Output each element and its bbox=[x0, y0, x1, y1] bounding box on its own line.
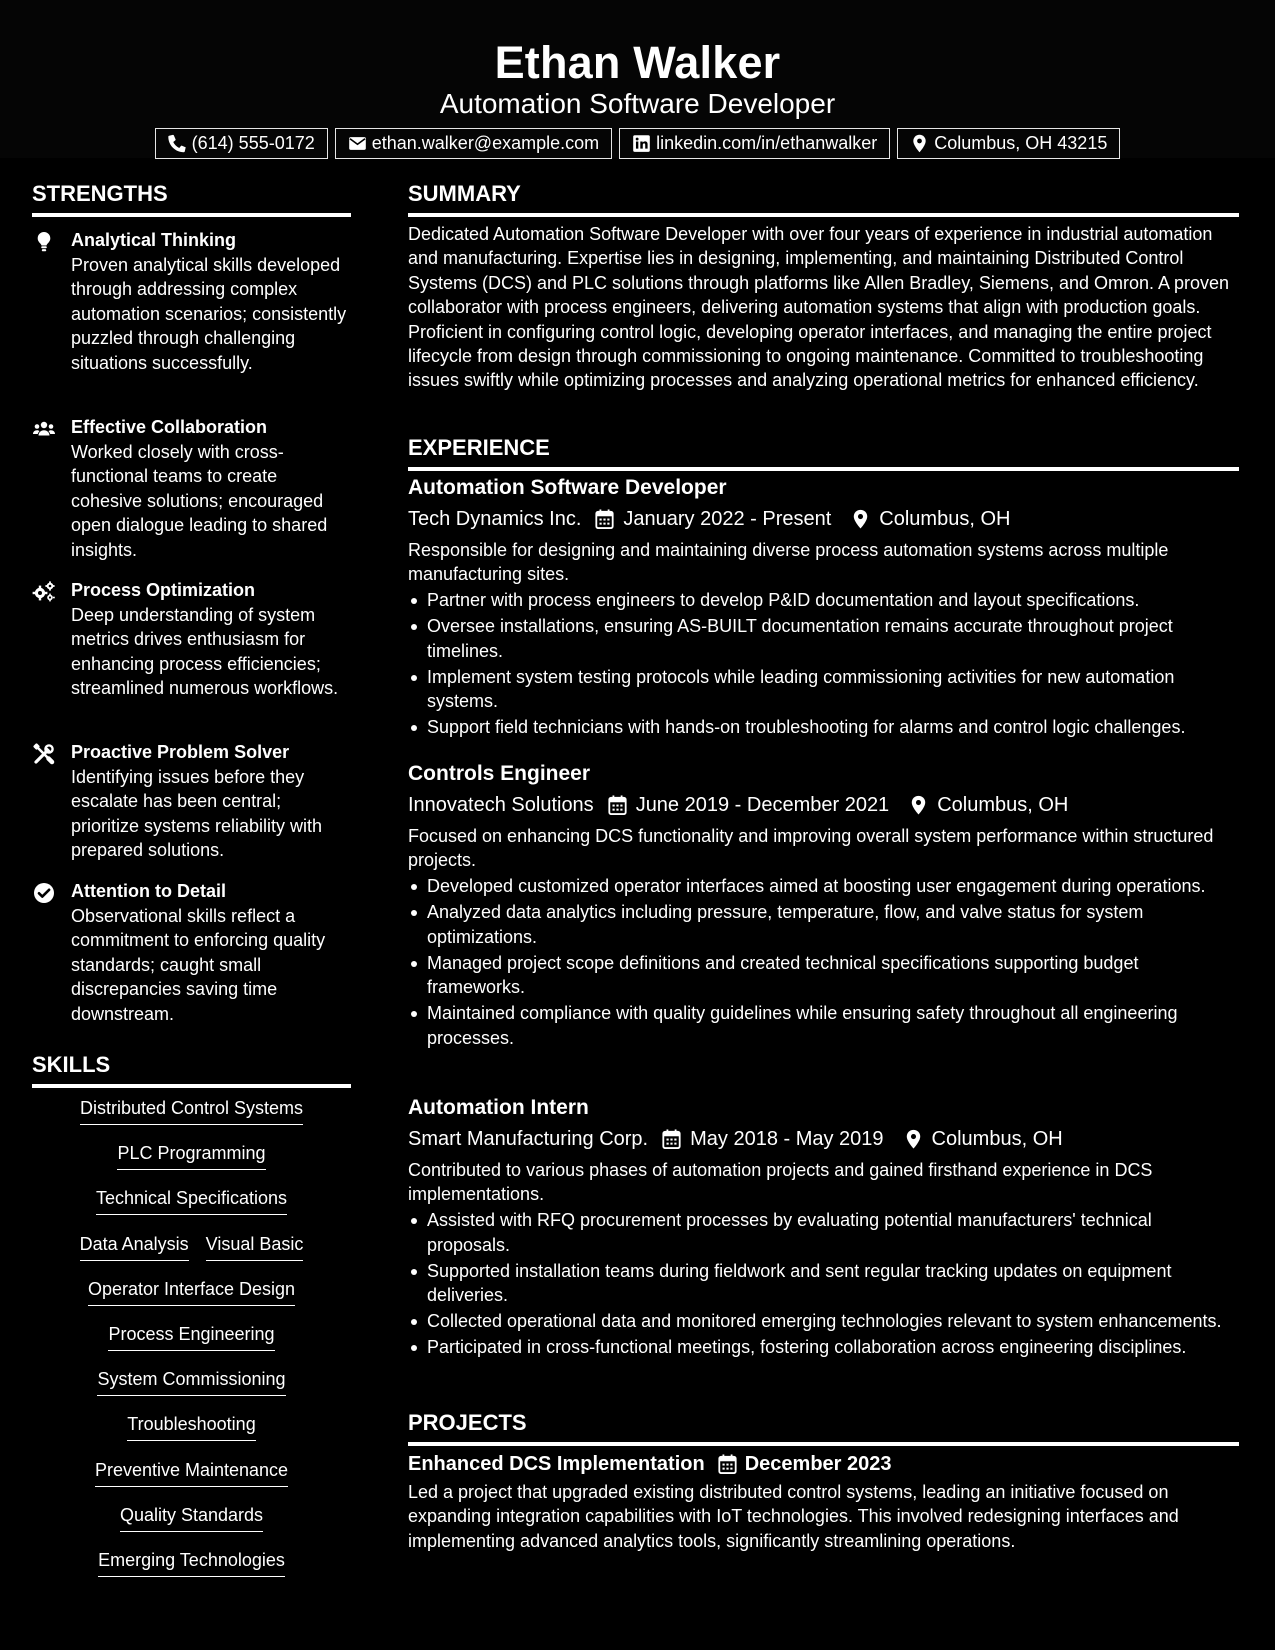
job-bullet: Support field technicians with hands-on troubleshooting for alarms and control logic challenges. bbox=[408, 715, 1239, 739]
calendar-icon bbox=[662, 1129, 681, 1149]
strength-title: Proactive Problem Solver bbox=[71, 742, 290, 762]
strength-title: Process Optimization bbox=[71, 580, 256, 600]
job-bullets bbox=[408, 588, 1239, 739]
skill-tag: Preventive Maintenance bbox=[95, 1458, 288, 1487]
skill-tag: Data Analysis bbox=[80, 1232, 189, 1261]
job-title: Controls Engineer bbox=[408, 762, 591, 785]
skill-tag: Technical Specifications bbox=[96, 1186, 287, 1215]
skill-tag: Distributed Control Systems bbox=[80, 1096, 303, 1125]
skills-heading: SKILLS bbox=[32, 1051, 351, 1088]
skill-row bbox=[32, 1458, 351, 1503]
job-meta bbox=[408, 791, 1239, 819]
summary-text: Dedicated Automation Software Developer with over four years of experience in industrial automation and manufacturing. Expertise lies in designing, implementing, and maintaining Distributed Control Systems (DCS) and PLC solutions through platforms like Allen Bradley, Siemens, and Omron. A proven collaborator with process engineers, delivering automation systems that align with production goals. Proficient in configuring control logic, developing operator interfaces, and managing the entire project lifecycle from design through commissioning to ongoing maintenance. Committed to troubleshooting issues swiftly while optimizing processes and analyzing operational metrics for enhanced efficiency. bbox=[408, 224, 1230, 391]
project-header bbox=[408, 1450, 1239, 1478]
contact-location bbox=[897, 128, 1120, 159]
job-meta bbox=[408, 505, 1239, 533]
contact-linkedin[interactable] bbox=[619, 128, 890, 159]
contact-phone[interactable] bbox=[155, 128, 328, 159]
job-bullet: Implement system testing protocols while leading commissioning activities for new automation systems. bbox=[408, 665, 1239, 714]
skill-row bbox=[32, 1232, 351, 1277]
job-bullet: Developed customized operator interfaces aimed at boosting user engagement during operations. bbox=[408, 874, 1239, 898]
skill-tag: Troubleshooting bbox=[127, 1412, 255, 1441]
strength-title: Analytical Thinking bbox=[71, 230, 237, 250]
job-company: Smart Manufacturing Corp. bbox=[408, 1128, 649, 1150]
project-title: Enhanced DCS Implementation bbox=[408, 1453, 705, 1475]
contact-linkedin-text: linkedin.com/in/ethanwalker bbox=[656, 133, 878, 153]
strengths-heading: STRENGTHS bbox=[32, 180, 351, 217]
skill-tag: Emerging Technologies bbox=[98, 1548, 285, 1577]
strength-title: Effective Collaboration bbox=[71, 417, 268, 437]
job-bullet: Managed project scope definitions and created technical specifications supporting budget frameworks. bbox=[408, 951, 1239, 1000]
calendar-icon bbox=[595, 509, 614, 529]
job-bullet: Assisted with RFQ procurement processes by evaluating potential manufacturers' technical proposals. bbox=[408, 1208, 1239, 1257]
project-description: Led a project that upgraded existing distributed control systems, leading an initiative focused on expanding integration capabilities with IoT technologies. This involved redesigning interfaces and implementing advanced analytics tools, significantly streamlining operations. bbox=[408, 1482, 1179, 1551]
skill-row bbox=[32, 1412, 351, 1457]
job-bullet: Supported installation teams during fieldwork and sent regular tracking updates on equipment deliveries. bbox=[408, 1259, 1239, 1308]
contact-bar bbox=[0, 128, 1275, 159]
job-dates: June 2019 - December 2021 bbox=[635, 794, 890, 816]
strength-description: Identifying issues before they escalate has been central; prioritize systems reliability with prepared solutions. bbox=[71, 767, 323, 861]
job-location: Columbus, OH bbox=[931, 1128, 1063, 1150]
map-pin-icon bbox=[910, 134, 929, 153]
job-bullets bbox=[408, 1208, 1239, 1359]
skill-tag: Operator Interface Design bbox=[88, 1277, 295, 1306]
experience-heading: EXPERIENCE bbox=[408, 434, 1239, 471]
contact-phone-text: (614) 555-0172 bbox=[191, 133, 315, 153]
strength-description: Deep understanding of system metrics drives enthusiasm for enhancing process efficiencies; streamlined numerous workflows. bbox=[71, 605, 339, 699]
lightbulb-icon bbox=[32, 230, 56, 254]
candidate-name: Ethan Walker bbox=[494, 37, 781, 88]
envelope-icon bbox=[348, 134, 367, 153]
map-pin-icon bbox=[909, 795, 928, 815]
linkedin-icon bbox=[632, 134, 651, 153]
skill-row bbox=[32, 1096, 351, 1141]
job-location: Columbus, OH bbox=[937, 794, 1069, 816]
gears-icon bbox=[32, 580, 56, 604]
project-entry bbox=[408, 1450, 1239, 1553]
job-bullet: Maintained compliance with quality guidelines while ensuring safety throughout all engineering processes. bbox=[408, 1001, 1239, 1050]
job-entry bbox=[408, 760, 1239, 1050]
job-company: Tech Dynamics Inc. bbox=[408, 508, 582, 530]
job-description: Contributed to various phases of automation projects and gained firsthand experience in DCS implementations. bbox=[408, 1160, 1153, 1205]
job-bullet: Collected operational data and monitored emerging technologies relevant to system enhancements. bbox=[408, 1309, 1239, 1333]
skill-row bbox=[32, 1367, 351, 1412]
skills-list bbox=[32, 1096, 351, 1593]
contact-email-text: ethan.walker@example.com bbox=[371, 133, 600, 153]
skill-tag: Quality Standards bbox=[120, 1503, 263, 1532]
resume-header bbox=[0, 0, 1275, 158]
job-dates: January 2022 - Present bbox=[623, 508, 832, 530]
calendar-icon bbox=[718, 1454, 737, 1474]
map-pin-icon bbox=[851, 509, 870, 529]
calendar-icon bbox=[608, 795, 627, 815]
job-description: Focused on enhancing DCS functionality and improving overall system performance within structured projects. bbox=[408, 826, 1214, 871]
skill-tag: Visual Basic bbox=[206, 1232, 304, 1261]
skill-tag: PLC Programming bbox=[117, 1141, 265, 1170]
job-meta bbox=[408, 1125, 1239, 1153]
check-circle-icon bbox=[32, 881, 56, 905]
skill-tag: Process Engineering bbox=[108, 1322, 274, 1351]
strength-description: Proven analytical skills developed through addressing complex automation scenarios; consistently puzzled through challenging situations successfully. bbox=[71, 255, 347, 373]
strength-title: Attention to Detail bbox=[71, 881, 226, 901]
skill-tag: System Commissioning bbox=[97, 1367, 285, 1396]
project-date: December 2023 bbox=[744, 1453, 892, 1475]
contact-location-text: Columbus, OH 43215 bbox=[934, 133, 1108, 153]
projects-heading: PROJECTS bbox=[408, 1409, 1239, 1446]
job-bullet: Partner with process engineers to develop P&ID documentation and layout specifications. bbox=[408, 588, 1239, 612]
job-bullets bbox=[408, 874, 1239, 1050]
skill-row bbox=[32, 1186, 351, 1231]
skill-row bbox=[32, 1503, 351, 1548]
phone-icon bbox=[168, 134, 187, 153]
job-bullet: Analyzed data analytics including pressure, temperature, flow, and valve status for system optimizations. bbox=[408, 900, 1239, 949]
job-bullet: Oversee installations, ensuring AS-BUILT documentation remains accurate throughout project timelines. bbox=[408, 614, 1239, 663]
skill-row bbox=[32, 1322, 351, 1367]
job-location: Columbus, OH bbox=[879, 508, 1011, 530]
job-entry bbox=[408, 474, 1239, 740]
users-icon bbox=[32, 417, 56, 441]
job-dates: May 2018 - May 2019 bbox=[690, 1128, 884, 1150]
job-bullet: Participated in cross-functional meetings, fostering collaboration across engineering disciplines. bbox=[408, 1335, 1239, 1359]
tools-icon bbox=[32, 742, 56, 766]
job-company: Innovatech Solutions bbox=[408, 794, 594, 816]
contact-email[interactable] bbox=[335, 128, 612, 159]
job-title: Automation Intern bbox=[408, 1096, 589, 1119]
job-description: Responsible for designing and maintaining diverse process automation systems across multiple manufacturing sites. bbox=[408, 540, 1169, 585]
strength-description: Observational skills reflect a commitment to enforcing quality standards; caught small discrepancies saving time downstream. bbox=[71, 906, 326, 1024]
candidate-title: Automation Software Developer bbox=[439, 88, 836, 119]
skill-row bbox=[32, 1548, 351, 1593]
job-entry bbox=[408, 1094, 1239, 1360]
map-pin-icon bbox=[904, 1129, 923, 1149]
summary-heading: SUMMARY bbox=[408, 180, 1239, 217]
skill-row bbox=[32, 1141, 351, 1186]
skill-row bbox=[32, 1277, 351, 1322]
strength-description: Worked closely with cross-functional teams to create cohesive solutions; encouraged open dialogue leading to shared insights. bbox=[71, 442, 328, 560]
job-title: Automation Software Developer bbox=[408, 476, 727, 499]
